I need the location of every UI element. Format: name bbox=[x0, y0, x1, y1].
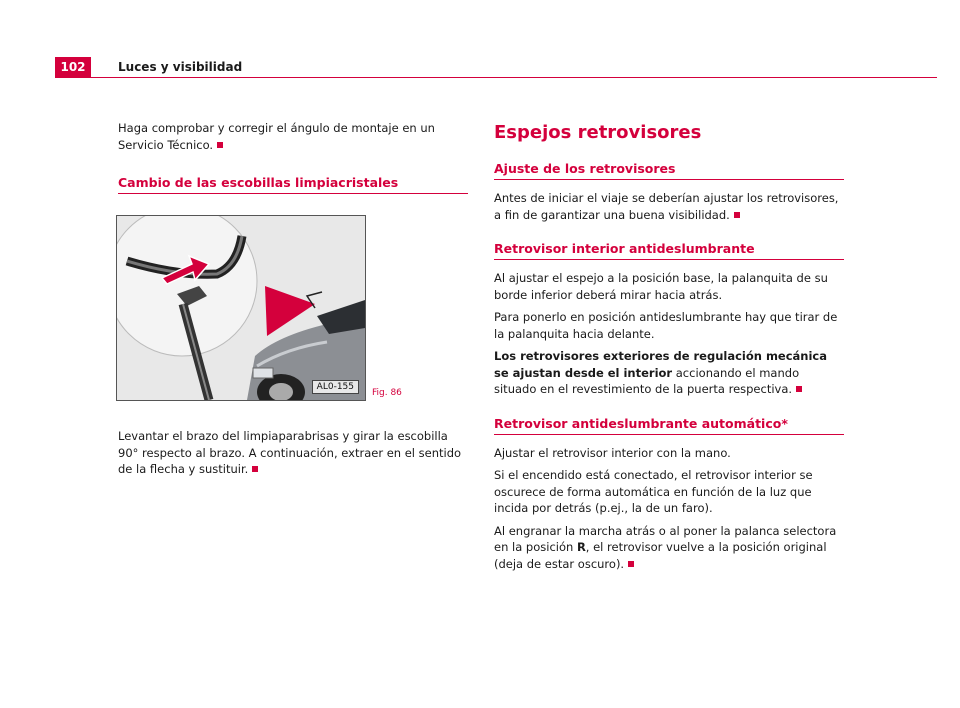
page-number: 102 bbox=[55, 57, 91, 77]
wiper-text-block bbox=[118, 428, 468, 484]
interior-paragraph-3: Los retrovisores exteriores de regulación mecánica se ajustan desde el interior accionando el mando situado en el revestimiento de la puerta respectiva. bbox=[494, 349, 828, 396]
interior-paragraph-2: Para ponerlo en posición antideslumbrante hay que tirar de la palanquita hacia delante. bbox=[494, 310, 838, 341]
adjust-paragraph: Antes de iniciar el viaje se deberían ajustar los retrovisores, a fin de garantizar una buena visibilidad. bbox=[494, 191, 839, 222]
intro-paragraph: Haga comprobar y corregir el ángulo de montaje en un Servicio Técnico. bbox=[118, 121, 435, 152]
right-column bbox=[494, 120, 844, 578]
section-title: Luces y visibilidad bbox=[118, 60, 243, 74]
auto-paragraph-2: Si el encendido está conectado, el retrovisor interior se oscurece de forma automática en función de la luz que incida por detrás (p.ej., la de un faro). bbox=[494, 468, 813, 515]
header-rule bbox=[55, 77, 937, 78]
auto-paragraph-3: Al engranar la marcha atrás o al poner la palanca selectora en la posición R, el retrovisor vuelve a la posición original (deja de estar oscuro). bbox=[494, 523, 837, 571]
end-mark-icon bbox=[628, 561, 634, 567]
end-mark-icon bbox=[734, 212, 740, 218]
heading-interior: Retrovisor interior antideslumbrante bbox=[494, 241, 844, 260]
heading-adjust: Ajuste de los retrovisores bbox=[494, 161, 844, 180]
interior-bold-text: Los retrovisores exteriores de regulación mecánica se ajustan desde el interior bbox=[494, 349, 828, 380]
end-mark-icon bbox=[796, 386, 802, 392]
auto-paragraph-1: Ajustar el retrovisor interior con la mano. bbox=[494, 445, 731, 460]
wiper-figure bbox=[116, 215, 366, 401]
wiper-illustration bbox=[117, 216, 365, 400]
end-mark-icon bbox=[217, 142, 223, 148]
end-mark-icon bbox=[252, 466, 258, 472]
heading-wipers: Cambio de las escobillas limpiacristales bbox=[118, 175, 468, 194]
gear-position-r: R bbox=[576, 540, 586, 554]
left-column bbox=[118, 120, 468, 204]
heading-auto: Retrovisor antideslumbrante automático* bbox=[494, 416, 844, 435]
wiper-paragraph: Levantar el brazo del limpiaparabrisas y girar la escobilla 90° respecto al brazo. A continuación, extraer en el sentido de la flecha y sustituir. bbox=[118, 429, 462, 476]
figure-code: AL0-155 bbox=[312, 380, 359, 394]
interior-paragraph-1: Al ajustar el espejo a la posición base, la palanquita de su borde inferior deberá mirar hacia atrás. bbox=[494, 271, 828, 302]
figure-label: Fig. 86 bbox=[372, 388, 402, 398]
page-heading: Espejos retrovisores bbox=[494, 122, 702, 143]
